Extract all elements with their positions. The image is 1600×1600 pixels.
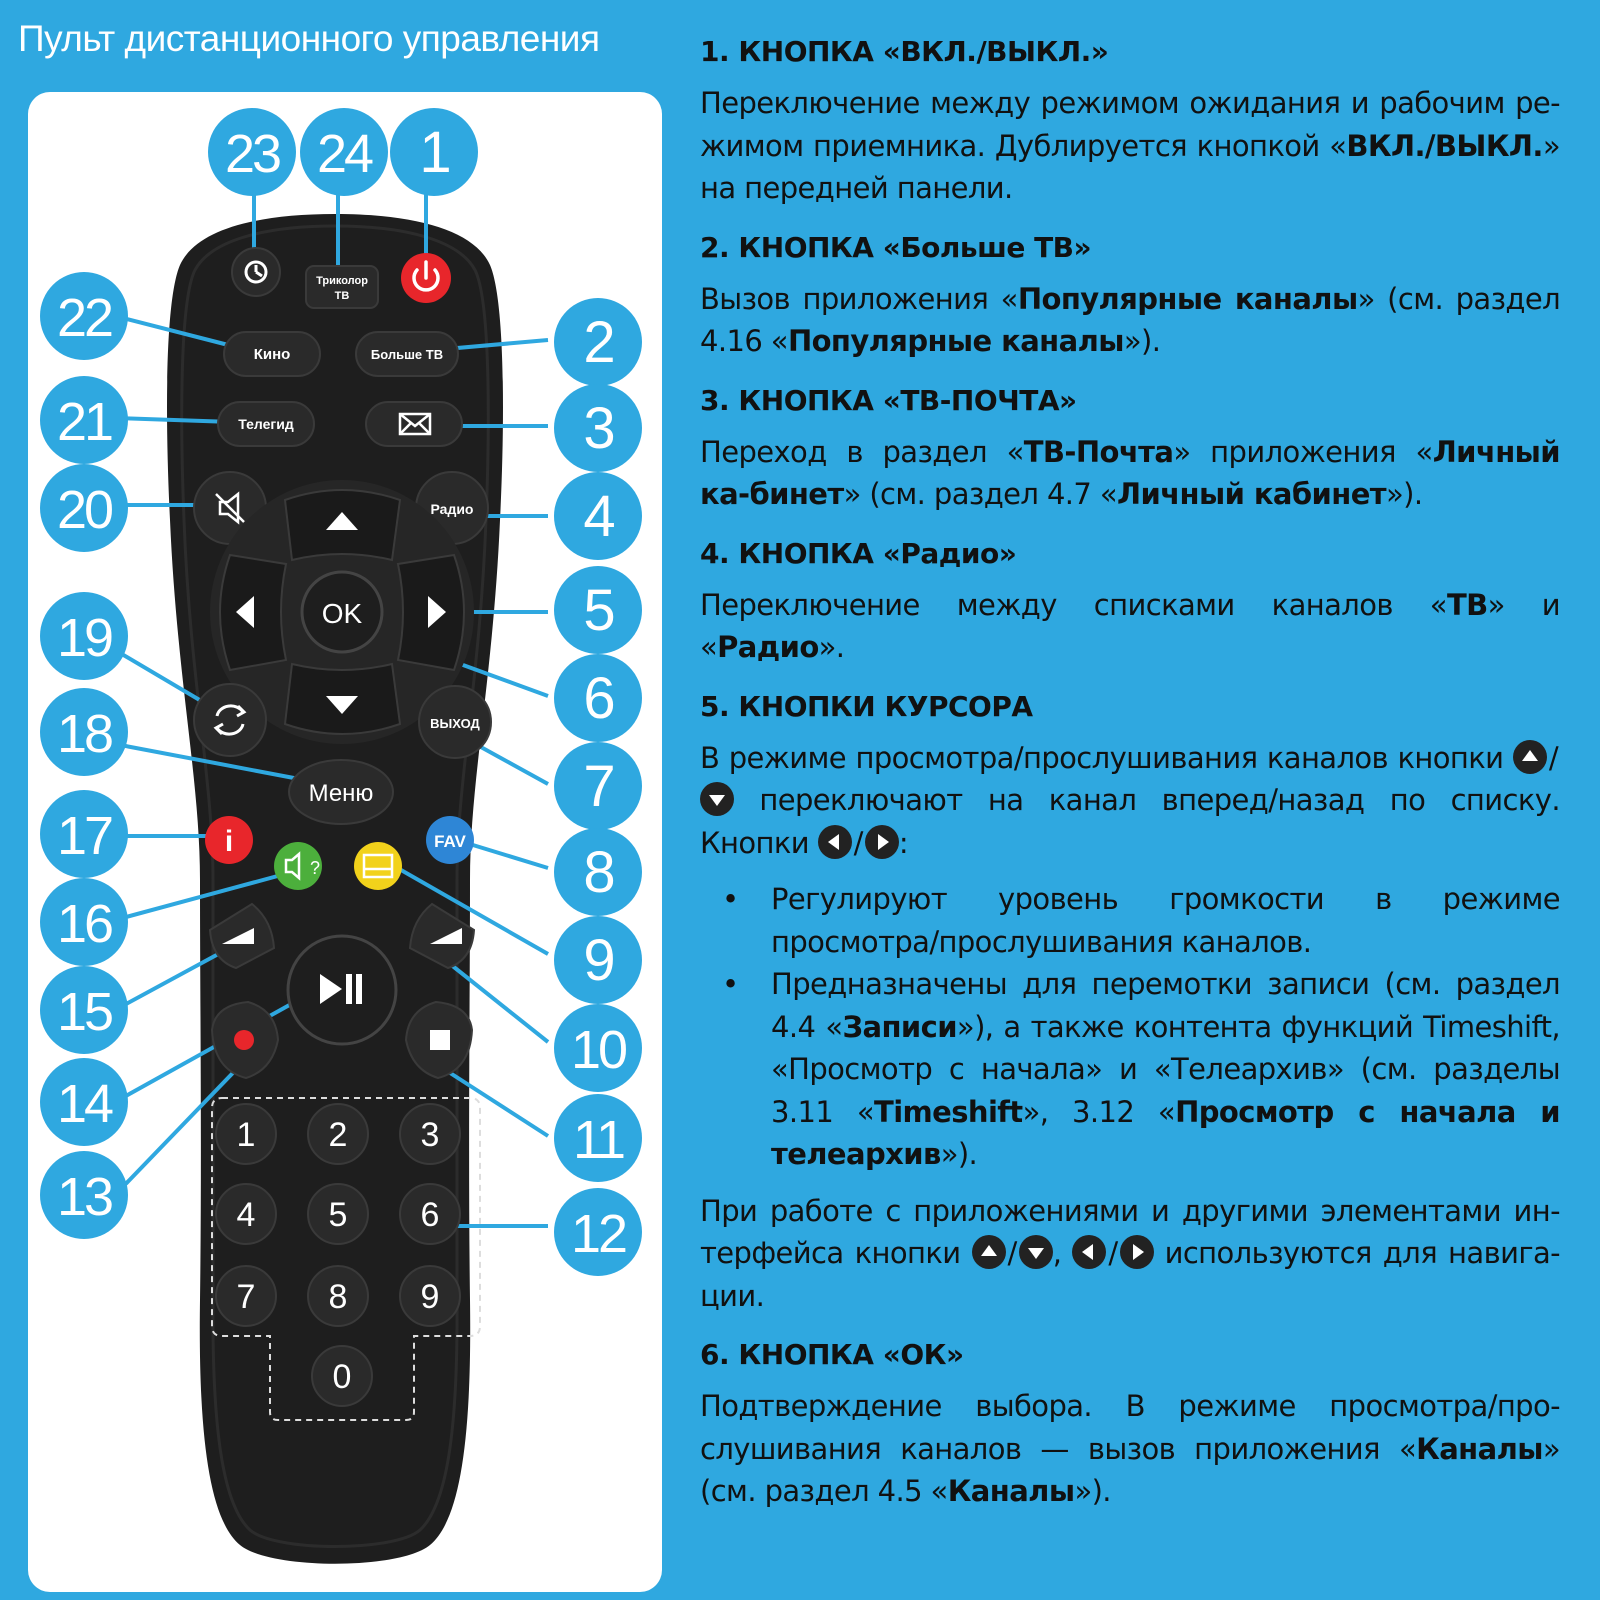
callout-label-2: 2 (583, 310, 613, 375)
manual-text (700, 28, 1560, 1527)
section-2 (700, 224, 1560, 363)
digit-label-6: 6 (420, 1196, 440, 1234)
section-5-text-1: В режиме просмотра/прослушивания каналов кнопки / переключают на канал вперед/назад по списку. Кнопки / : (700, 740, 1560, 860)
page-title: Пульт дистанционного управления (18, 18, 600, 59)
section-5-title: 5. КНОПКИ КУРСОРА (700, 689, 1033, 723)
digit-label-2: 2 (328, 1116, 348, 1154)
section-4-text: Переключение между списками каналов «ТВ» и «Радио». (700, 587, 1560, 664)
arrow-left-icon (818, 825, 852, 859)
callout-label-13: 13 (56, 1167, 112, 1227)
fav-label: FAV (434, 832, 466, 851)
callout-label-6: 6 (583, 666, 613, 731)
section-2-text: Вызов приложения «Популярные каналы» (см. раздел 4.16 «Популярные каналы»). (700, 281, 1561, 358)
bolshe-tv-label: Больше ТВ (370, 347, 444, 362)
exit-label: ВЫХОД (430, 716, 480, 731)
section-6-text: Подтверждение выбора. В режиме просмотра/про-слушивания каналов — вызов приложения «Каналы» (см. раздел 4.5 «Каналы»). (700, 1389, 1560, 1508)
section-6 (700, 1331, 1560, 1513)
callout-label-18: 18 (56, 704, 112, 764)
remote-panel (28, 92, 662, 1592)
ok-label: OK (321, 598, 363, 629)
callout-label-19: 19 (56, 608, 112, 668)
section-1-text: Переключение между режимом ожидания и рабочим ре-жимом приемника. Дублируется кнопкой «ВКЛ./ВЫКЛ.» на передней панели. (700, 86, 1560, 205)
section-1-title: 1. КНОПКА «ВКЛ./ВЫКЛ.» (700, 35, 1109, 68)
callout-label-4: 4 (583, 484, 613, 549)
arrow-up-icon (1513, 740, 1547, 774)
callout-label-8: 8 (583, 840, 613, 905)
digit-label-3: 3 (420, 1116, 440, 1154)
digit-label-1: 1 (236, 1116, 256, 1154)
arrow-right-icon (1120, 1235, 1154, 1269)
arrow-down-icon (1019, 1235, 1053, 1269)
menu-label: Меню (308, 780, 374, 807)
refresh-button[interactable] (194, 684, 266, 756)
callout-label-21: 21 (56, 392, 112, 452)
telegid-label: Телегид (238, 416, 294, 432)
callout-label-12: 12 (570, 1204, 626, 1264)
callout-label-24: 24 (316, 124, 372, 184)
callout-label-22: 22 (56, 288, 112, 348)
arrow-up-icon (972, 1235, 1006, 1269)
arrow-right-icon (865, 825, 899, 859)
callout-label-5: 5 (583, 578, 613, 643)
section-4-title: 4. КНОПКА «Радио» (700, 536, 1017, 570)
subtitles-button[interactable] (354, 842, 402, 890)
digit-label-5: 5 (328, 1196, 348, 1234)
callout-label-10: 10 (570, 1020, 626, 1080)
section-4 (700, 530, 1560, 669)
list-item: • Регулируют уровень громкости в режиме просмотра/прослушивания каналов. (722, 882, 1560, 959)
digit-label-8: 8 (328, 1278, 348, 1316)
callout-label-9: 9 (583, 928, 613, 993)
section-5-list (700, 878, 1560, 1176)
record-icon (234, 1030, 254, 1050)
kino-label: Кино (253, 346, 291, 363)
callout-label-23: 23 (224, 124, 280, 184)
section-5-text-2: При работе с приложениями и другими элементами ин-терфейса кнопки / , / используются для навига-ции. (700, 1193, 1560, 1313)
radio-label: Радио (430, 501, 474, 517)
section-3 (700, 377, 1560, 516)
svg-text:?: ? (310, 858, 321, 878)
section-5 (700, 683, 1560, 1318)
play-pause-button[interactable] (288, 936, 396, 1044)
digit-label-9: 9 (420, 1278, 440, 1316)
section-1 (700, 28, 1560, 210)
stop-icon (430, 1030, 450, 1050)
arrow-down-icon (700, 782, 734, 816)
callout-label-17: 17 (56, 806, 112, 866)
callout-label-14: 14 (56, 1074, 112, 1134)
callout-label-3: 3 (583, 396, 613, 461)
digit-label-4: 4 (236, 1196, 256, 1234)
digit-label-0: 0 (332, 1358, 352, 1396)
callout-label-7: 7 (583, 754, 613, 819)
list-item: • Предназначены для перемотки записи (см. раздел 4.4 «Записи»), а также контента функций Timeshift, «Просмотр с начала» и «Телеархив» (см. разделы 3.11 «Timeshift», 3.12 «Просмотр с начала и телеархив»). (722, 967, 1560, 1171)
callout-label-16: 16 (56, 894, 112, 954)
callout-label-11: 11 (572, 1110, 624, 1170)
callout-label-20: 20 (56, 480, 112, 540)
section-6-title: 6. КНОПКА «ОК» (700, 1338, 964, 1371)
callout-label-15: 15 (56, 982, 112, 1042)
tricolor-label-2: ТВ (334, 290, 350, 302)
arrow-left-icon (1072, 1235, 1106, 1269)
section-3-text: Переход в раздел «ТВ-Почта» приложения «Личный ка-бинет» (см. раздел 4.7 «Личный кабинет»). (700, 434, 1560, 511)
digit-label-7: 7 (236, 1278, 256, 1316)
callout-label-1: 1 (419, 120, 449, 185)
section-2-title: 2. КНОПКА «Больше ТВ» (700, 230, 1092, 264)
section-3-title: 3. КНОПКА «ТВ-ПОЧТА» (700, 383, 1077, 417)
tricolor-label-1: Триколор (316, 275, 368, 287)
info-label: i (224, 825, 234, 858)
